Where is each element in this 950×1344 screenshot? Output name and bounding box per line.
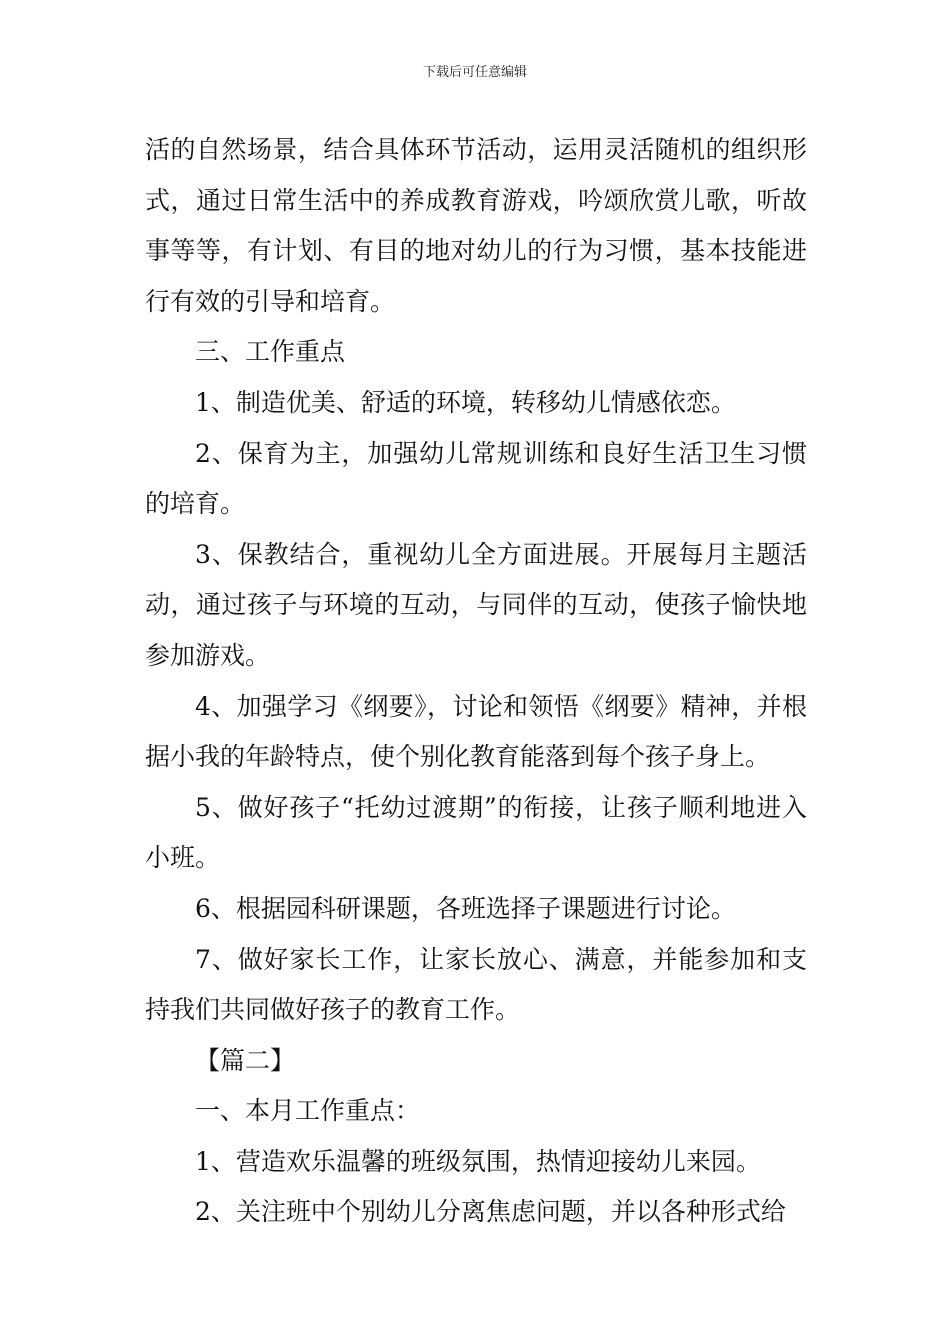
list-item-monthly-2: 2、关注班中个别幼儿分离焦虑问题，并以各种形式给: [195, 1197, 786, 1227]
list-item-monthly-1: 1、营造欢乐温馨的班级氛围，热情迎接幼儿来园。: [195, 1146, 761, 1176]
section-heading-work-focus: 三、工作重点: [195, 337, 346, 367]
list-item-4: 4、加强学习《纲要》，讨论和领悟《纲要》精神，并根据小我的年龄特点，使个别化教育能落到每个孩子身上。: [145, 691, 807, 772]
page-header-note: 下载后可任意编辑: [422, 65, 527, 80]
section-heading-part-two: 【篇二】: [195, 1045, 296, 1075]
section-heading-monthly-focus: 一、本月工作重点：: [195, 1096, 421, 1126]
list-item-7: 7、做好家长工作，让家长放心、满意，并能参加和支持我们共同做好孩子的教育工作。: [145, 944, 807, 1025]
list-item-3: 3、保教结合，重视幼儿全方面进展。开展每月主题活动，通过孩子与环境的互动，与同伴的互动，使孩子愉快地参加游戏。: [145, 539, 807, 670]
body-paragraph: 活的自然场景，结合具体环节活动，运用灵活随机的组织形式，通过日常生活中的养成教育游戏，吟颂欣赏儿歌，听故事等等，有计划、有目的地对幼儿的行为习惯，基本技能进行有效的引导和培育。: [145, 135, 807, 316]
list-item-2: 2、保育为主，加强幼儿常规训练和良好生活卫生习惯的培育。: [145, 438, 807, 519]
document-body: [145, 125, 807, 1238]
list-item-5: 5、做好孩子“托幼过渡期”的衔接，让孩子顺利地进入小班。: [145, 792, 807, 873]
list-item-6: 6、根据园科研课题，各班选择子课题进行讨论。: [195, 893, 736, 923]
list-item-1: 1、制造优美、舒适的环境，转移幼儿情感依恋。: [195, 387, 736, 417]
